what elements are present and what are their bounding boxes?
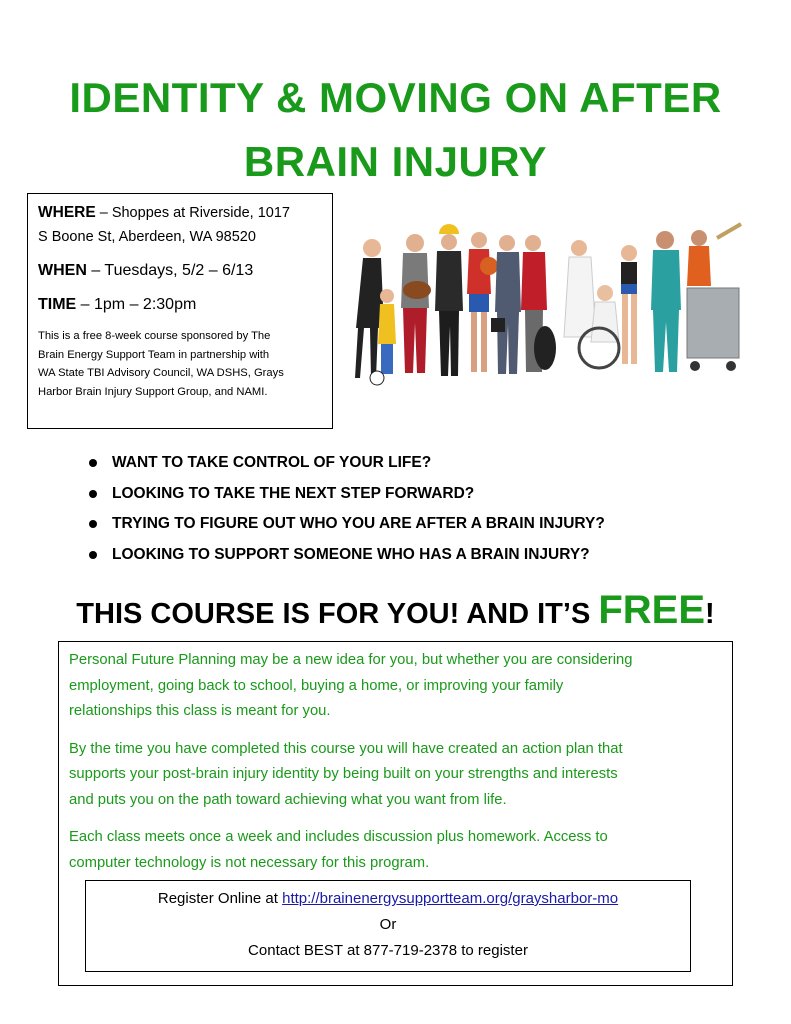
time-label: TIME xyxy=(38,296,77,313)
register-online-line xyxy=(86,886,690,912)
title-line-2: BRAIN INJURY xyxy=(243,138,548,185)
paragraph-line: relationships this class is meant for you. xyxy=(69,703,331,719)
sponsor-text xyxy=(38,327,322,401)
bullet-icon xyxy=(89,459,97,467)
sponsor-line: This is a free 8-week course sponsored by The xyxy=(38,330,271,342)
register-prefix: Register Online at xyxy=(157,890,283,907)
time-line xyxy=(38,293,322,317)
paragraph-line: employment, going back to school, buying a home, or improving your family xyxy=(69,677,564,694)
time-text: – 1pm – 2:30pm xyxy=(76,296,197,313)
person-figure xyxy=(355,224,741,385)
free-course-heading xyxy=(0,588,791,636)
list-item: TRYING TO FIGURE OUT WHO YOU ARE AFTER A BRAIN INJURY? xyxy=(88,509,605,540)
free-heading-text: THIS COURSE IS FOR YOU! AND IT’S xyxy=(76,598,599,630)
paragraph-line: By the time you have completed this course you will have created an action plan that xyxy=(69,740,623,757)
list-item: WANT TO TAKE CONTROL OF YOUR LIFE? xyxy=(88,448,605,479)
list-item: LOOKING TO TAKE THE NEXT STEP FORWARD? xyxy=(88,479,605,510)
free-heading-end: ! xyxy=(705,598,715,630)
paragraph-line: Personal Future Planning may be a new idea for you, but whether you are considering xyxy=(69,652,633,668)
register-contact: Contact BEST at 877-719-2378 to register xyxy=(248,942,528,959)
register-link[interactable]: http://brainenergysupportteam.org/graysharbor-mo xyxy=(282,890,619,907)
paragraph-action-plan xyxy=(69,737,722,814)
register-box xyxy=(85,880,691,972)
sponsor-line: Brain Energy Support Team in partnership with xyxy=(38,348,270,361)
sponsor-line: Harbor Brain Injury Support Group, and NAMI. xyxy=(38,385,268,398)
when-line xyxy=(38,259,322,283)
where-label: WHERE xyxy=(38,204,96,221)
when-label: WHEN xyxy=(38,262,87,279)
paragraph-line: supports your post-brain injury identity by being built on your strengths and interests xyxy=(69,766,618,782)
bullet-icon xyxy=(89,551,97,559)
where-line-2: S Boone St, Aberdeen, WA 98520 xyxy=(38,229,256,245)
when-text: – Tuesdays, 5/2 – 6/13 xyxy=(86,262,254,279)
sponsor-line: WA State TBI Advisory Council, WA DSHS, Grays xyxy=(38,367,284,379)
bullet-icon xyxy=(89,520,97,528)
where-line xyxy=(38,201,322,225)
group-of-people-photo xyxy=(347,218,753,423)
register-or: Or xyxy=(379,916,397,933)
paragraph-schedule xyxy=(69,825,722,876)
event-info-box xyxy=(27,193,333,429)
where-text: – Shoppes at Riverside, 1017 xyxy=(95,205,290,221)
title-line-1: IDENTITY & MOVING ON AFTER xyxy=(69,74,722,121)
free-word: FREE xyxy=(598,588,706,632)
list-item: LOOKING TO SUPPORT SOMEONE WHO HAS A BRAIN INJURY? xyxy=(88,540,605,571)
paragraph-line: and puts you on the path toward achieving what you want from life. xyxy=(69,791,507,808)
paragraph-line: computer technology is not necessary for this program. xyxy=(69,854,430,871)
paragraph-line: Each class meets once a week and includes discussion plus homework. Access to xyxy=(69,829,608,845)
paragraph-planning xyxy=(69,648,722,725)
bullet-icon xyxy=(89,490,97,498)
question-list xyxy=(88,448,605,570)
